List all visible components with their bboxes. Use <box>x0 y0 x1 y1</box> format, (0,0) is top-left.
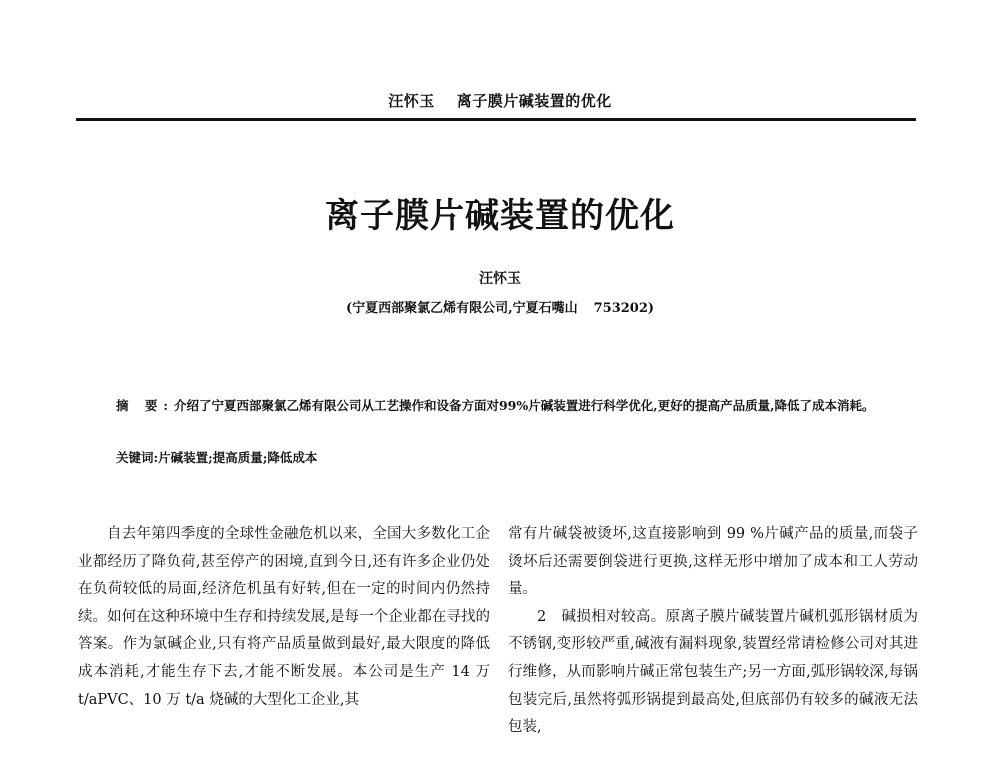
keywords-text: 片碱装置;提高质量;降低成本 <box>158 450 318 465</box>
running-head-author: 汪怀玉 <box>388 92 435 110</box>
affiliation-text: (宁夏西部聚氯乙烯有限公司,宁夏石嘴山 <box>345 301 578 316</box>
running-head-title: 离子膜片碱装置的优化 <box>456 92 612 110</box>
abstract-text: 介绍了宁夏西部聚氯乙烯有限公司从工艺操作和设备方面对99%片碱装置进行科学优化,更好的提高产品质量,降低了成本消耗。 <box>173 398 875 413</box>
article-title: 离子膜片碱装置的优化 <box>325 196 675 236</box>
body-column-right <box>508 521 918 742</box>
abstract <box>116 393 886 419</box>
abstract-label: 摘 要: <box>116 398 174 413</box>
keywords <box>116 445 886 471</box>
header-rule <box>76 118 916 121</box>
affiliation-postcode: 753202) <box>593 301 655 316</box>
body-column-left <box>78 521 490 714</box>
keywords-label: 关键词: <box>116 450 159 465</box>
article-affiliation <box>0 297 1000 316</box>
body-paragraph: 自去年第四季度的全球性金融危机以来，全国大多数化工企业都经历了降负荷,甚至停产的困境,直到今日,还有许多企业仍处在负荷较低的局面,经济危机虽有好转,但在一定的时间内仍然持续。如何在这种环境中生存和持续发展,是每一个企业都在寻找的答案。作为氯碱企业,只有将产品质量做到最好,最大限度的降低成本消耗,才能生存下去,才能不断发展。本公司是生产 14 万 t/aPVC、10 万 t/a 烧碱的大型化工企业,其 <box>78 526 490 708</box>
body-paragraph-section-2: 2 碱损相对较高。原离子膜片碱装置片碱机弧形锅材质为不锈钢,变形较严重,碱液有漏料现象,装置经常请检修公司对其进行维修，从而影响片碱正常包装生产;另一方面,弧形锅较深,每锅包装完后,虽然将弧形锅提到最高处,但底部仍有较多的碱液无法包装, <box>508 608 918 736</box>
running-head <box>0 90 1000 111</box>
body-paragraph-continued: 常有片碱袋被烫坏,这直接影响到 99 %片碱产品的质量,而袋子烫坏后还需要倒袋进行更换,这样无形中增加了成本和工人劳动量。 <box>508 526 918 598</box>
article-author: 汪怀玉 <box>479 271 521 287</box>
